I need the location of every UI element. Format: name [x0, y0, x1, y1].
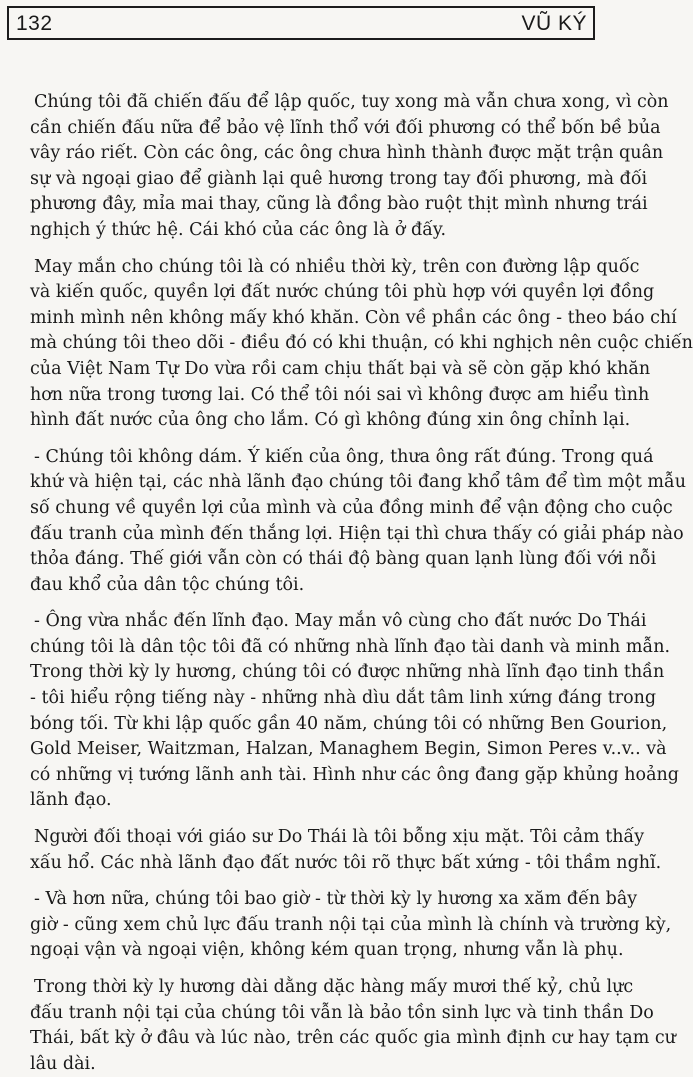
text-line: nghịch ý thức hệ. Cái khó của các ông là ở đấy. — [30, 219, 447, 240]
text-line: mà chúng tôi theo dõi - điều đó có khi thuận, có khi nghịch nên cuộc chiến — [30, 333, 693, 354]
text-line: đấu tranh của mình đến thắng lợi. Hiện tại thì chưa thấy có giải pháp nào — [30, 523, 684, 544]
text-line: ngoại vận và ngoại viện, không kém quan trọng, nhưng vẫn là phụ. — [30, 940, 624, 961]
text-line: minh mình nên không mấy khó khăn. Còn về phần các ông - theo báo chí — [30, 307, 677, 328]
text-line: - tôi hiểu rộng tiếng này - những nhà dìu dắt tâm linh xứng đáng trong — [30, 688, 657, 709]
paragraph — [30, 255, 693, 434]
page-number: 132 — [16, 12, 53, 35]
text-line: Trong thời kỳ ly hương dài dằng dặc hàng mấy mươi thế kỷ, chủ lực — [34, 977, 634, 997]
text-line: Gold Meiser, Waitzman, Halzan, Managhem Begin, Simon Peres v..v.. và — [30, 739, 667, 760]
text-line: hơn nữa trong tương lai. Có thể tôi nói sai vì không được am hiểu tình — [30, 384, 650, 405]
text-line: - Và hơn nữa, chúng tôi bao giờ - từ thời kỳ ly hương xa xăm đến bây — [34, 889, 638, 910]
text-line: số chung về quyền lợi của mình và của đồng minh để vận động cho cuộc — [30, 497, 673, 518]
text-line: và kiến quốc, quyền lợi đất nước chúng tôi phù hợp với quyền lợi đồng — [30, 282, 655, 303]
paragraph — [30, 445, 687, 599]
text-line: của Việt Nam Tự Do vừa rồi cam chịu thất bại và sẽ còn gặp khó khăn — [30, 358, 651, 379]
text-line: thỏa đáng. Thế giới vẫn còn có thái độ bàng quan lạnh lùng đối với nỗi — [30, 549, 657, 570]
text-line: chúng tôi là dân tộc tôi đã có những nhà lĩnh đạo tài danh và minh mẫn. — [30, 636, 671, 657]
text-line: xấu hổ. Các nhà lãnh đạo đất nước tôi rõ thực bất xứng - tôi thầm nghĩ. — [30, 852, 662, 873]
text-line: đấu tranh nội tại của chúng tôi vẫn là bảo tồn sinh lực và tinh thần Do — [30, 1002, 654, 1023]
text-line: Trong thời kỳ ly hương, chúng tôi có được những nhà lĩnh đạo tinh thần — [30, 662, 665, 683]
paragraph — [30, 825, 662, 876]
page-header — [7, 6, 595, 40]
text-line: - Chúng tôi không dám. Ý kiến của ông, thưa ông rất đúng. Trong quá — [34, 446, 654, 467]
text-line: sự và ngoại giao để giành lại quê hương trong tay đối phương, mà đối — [30, 168, 648, 189]
text-line: đau khổ của dân tộc chúng tôi. — [30, 574, 305, 595]
text-line: có những vị tướng lãnh anh tài. Hình như các ông đang gặp khủng hoảng — [30, 764, 680, 785]
text-line: giờ - cũng xem chủ lực đấu tranh nội tại của mình là chính và trường kỳ, — [30, 914, 672, 935]
text-line: lãnh đạo. — [30, 790, 112, 811]
paragraph — [30, 887, 672, 964]
text-line: Thái, bất kỳ ở đâu và lúc nào, trên các quốc gia mình định cư hay tạm cư — [30, 1028, 676, 1049]
paragraph — [30, 90, 669, 244]
paragraph — [30, 975, 676, 1077]
text-line: May mắn cho chúng tôi là có nhiều thời kỳ, trên con đường lập quốc — [34, 256, 640, 277]
text-line: lâu dài. — [30, 1053, 96, 1074]
text-line: vây ráo riết. Còn các ông, các ông chưa hình thành được mặt trận quân — [30, 143, 664, 164]
text-line: Người đối thoại với giáo sư Do Thái là tôi bỗng xịu mặt. Tôi cảm thấy — [34, 827, 645, 848]
text-line: phương đây, mỉa mai thay, cũng là đồng bào ruột thịt mình nhưng trái — [30, 194, 648, 215]
body-text — [30, 90, 693, 1077]
text-line: bóng tối. Từ khi lập quốc gần 40 năm, chúng tôi có những Ben Gourion, — [30, 713, 668, 734]
text-line: Chúng tôi đã chiến đấu để lập quốc, tuy xong mà vẫn chưa xong, vì còn — [34, 92, 669, 112]
text-line: - Ông vừa nhắc đến lĩnh đạo. May mắn vô cùng cho đất nước Do Thái — [34, 611, 647, 632]
text-line: cần chiến đấu nữa để bảo vệ lĩnh thổ với đối phương có thể bốn bề bủa — [30, 117, 661, 138]
running-title: VŨ KÝ — [521, 12, 587, 35]
text-line: khứ và hiện tại, các nhà lãnh đạo chúng tôi đang khổ tâm để tìm một mẫu — [30, 472, 687, 493]
text-line: hình đất nước của ông cho lắm. Có gì không đúng xin ông chỉnh lại. — [30, 410, 631, 431]
paragraph — [30, 609, 680, 814]
